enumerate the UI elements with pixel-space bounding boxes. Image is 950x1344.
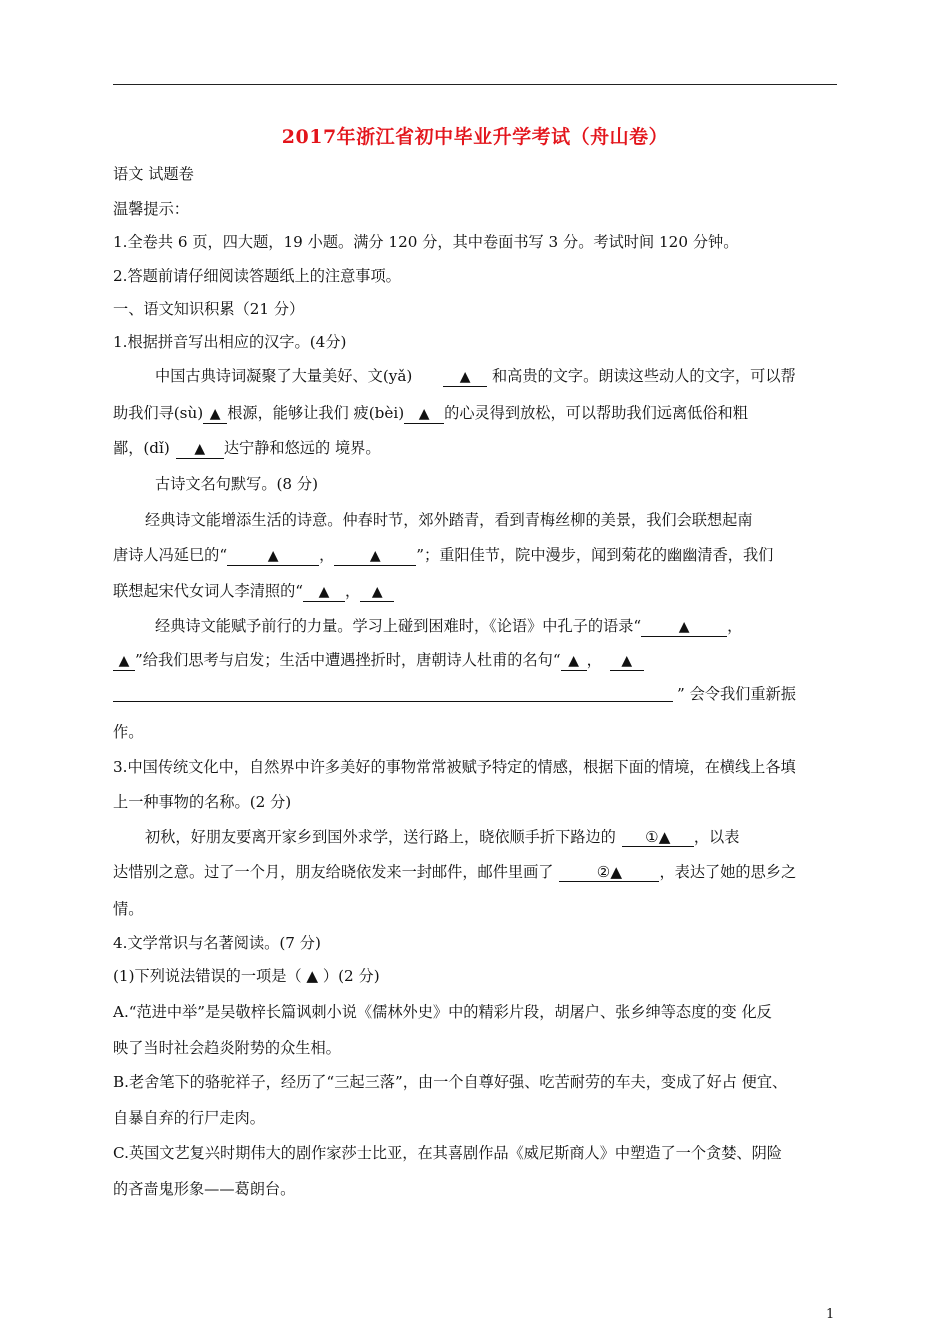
- q4-option-b-1: B.老舍笔下的骆驼祥子，经历了“三起三落”，由一个自尊好强、吃苦耐劳的车夫，变成了好占 便宜、: [113, 1073, 788, 1091]
- answer-blank[interactable]: ①▲: [622, 829, 694, 847]
- q2-line-1: 经典诗文能增添生活的诗意。仲春时节，郊外踏青，看到青梅丝柳的美景，我们会联想起南: [145, 511, 753, 529]
- q2-line-4: 经典诗文能赋予前行的力量。学习上碰到困难时，《论语》中孔子的语录“ ▲ ，: [155, 617, 743, 635]
- question-1-stem: 1.根据拼音写出相应的汉字。(4分): [113, 333, 347, 351]
- answer-blank[interactable]: ▲: [303, 583, 345, 602]
- header-rule: [113, 84, 837, 85]
- q2-line-7: 作。: [113, 723, 144, 741]
- question-2-stem: 古诗文名句默写。(8 分): [155, 475, 319, 493]
- answer-blank[interactable]: ▲: [113, 652, 135, 671]
- q3-line-2: 达惜别之意。过了一个月，朋友给晓依发来一封邮件，邮件里画了 ②▲ ，表达了她的思乡之: [113, 863, 797, 881]
- answer-blank[interactable]: ▲: [610, 652, 644, 671]
- answer-blank[interactable]: ②▲: [559, 864, 659, 882]
- question-4-stem: 4.文学常识与名著阅读。(7 分): [113, 934, 321, 952]
- q4-sub-1: (1)下列说法错误的一项是（ ▲ ）(2 分): [113, 967, 380, 985]
- answer-blank[interactable]: ▲: [561, 652, 587, 671]
- question-3-stem-2: 上一种事物的名称。(2 分): [113, 793, 292, 811]
- notice-item-1: 1.全卷共 6 页，四大题，19 小题。满分 120 分，其中卷面书写 3 分。考试时间 120 分钟。: [113, 233, 739, 251]
- q4-option-a-1: A.“范进中举”是吴敬梓长篇讽刺小说《儒林外史》中的精彩片段，胡屠户、张乡绅等态度的变 化反: [113, 1003, 772, 1021]
- q4-option-b-2: 自暴自弃的行尸走肉。: [113, 1109, 265, 1127]
- q1-line-2: 助我们寻(sù) ▲ 根源，能够让我们 疲(bèi) ▲ 的心灵得到放松，可以帮助我们远离低俗和粗: [113, 404, 748, 422]
- q3-line-3: 情。: [113, 900, 144, 918]
- q2-line-6: ” 会令我们重新振: [677, 685, 796, 703]
- answer-blank[interactable]: ▲: [360, 583, 394, 602]
- q4-option-c-1: C.英国文艺复兴时期伟大的剧作家莎士比亚，在其喜剧作品《威尼斯商人》中塑造了一个贪婪、阴险: [113, 1144, 782, 1162]
- notice-heading: 温馨提示：: [113, 200, 189, 218]
- answer-blank[interactable]: ▲: [641, 618, 727, 637]
- answer-blank[interactable]: ▲: [404, 405, 444, 424]
- question-3-stem-1: 3.中国传统文化中，自然界中许多美好的事物常常被赋予特定的情感，根据下面的情境，在横线上各填: [113, 758, 796, 776]
- q4-option-a-2: 映了当时社会趋炎附势的众生相。: [113, 1039, 341, 1057]
- answer-blank[interactable]: ▲: [176, 440, 224, 459]
- q2-line-5: ▲ ”给我们思考与启发；生活中遭遇挫折时，唐朝诗人杜甫的名句“ ▲ ， ▲: [113, 650, 644, 671]
- page-number: 1: [826, 1307, 835, 1322]
- q1-line-3: 鄙，(dǐ) ▲ 达宁静和悠远的 境界。: [113, 439, 381, 457]
- q4-option-c-2: 的吝啬鬼形象——葛朗台。: [113, 1180, 296, 1198]
- q1-line-1: 中国古典诗词凝聚了大量美好、文(yǎ) ▲ 和高贵的文字。朗读这些动人的文字，可以帮: [155, 367, 796, 385]
- subject-line: 语文 试题卷: [113, 165, 194, 183]
- exam-title: 2017年浙江省初中毕业升学考试（舟山卷）: [281, 126, 669, 148]
- answer-blank[interactable]: ▲: [203, 405, 227, 424]
- answer-blank[interactable]: ▲: [227, 547, 319, 566]
- notice-item-2: 2.答题前请仔细阅读答题纸上的注意事项。: [113, 267, 401, 285]
- answer-blank[interactable]: ▲: [443, 368, 487, 387]
- q2-line-2: 唐诗人冯延巳的“ ▲ ， ▲ ”；重阳佳节，院中漫步，闻到菊花的幽幽清香，我们: [113, 546, 774, 564]
- q3-line-1: 初秋，好朋友要离开家乡到国外求学，送行路上，晓依顺手折下路边的 ①▲ ，以表: [145, 828, 740, 846]
- answer-blank[interactable]: ▲: [334, 547, 416, 566]
- answer-blank-long[interactable]: [113, 701, 673, 702]
- q2-line-3: 联想起宋代女词人李清照的“ ▲ ， ▲: [113, 581, 394, 602]
- section-heading-1: 一、语文知识积累（21 分）: [113, 300, 305, 318]
